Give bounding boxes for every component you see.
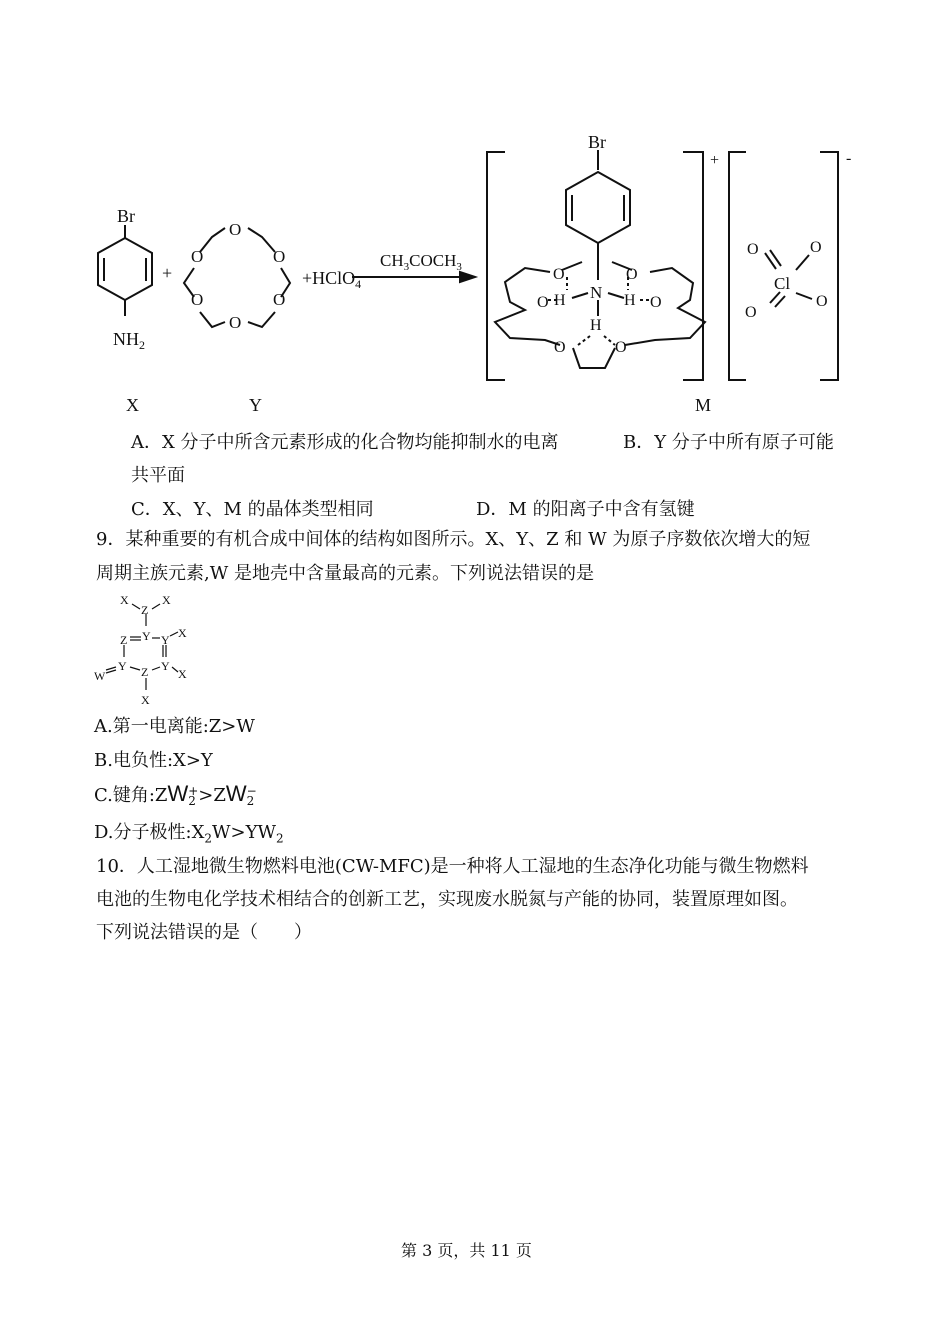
w-symbol: W bbox=[225, 781, 247, 806]
atom-y: Y bbox=[161, 633, 170, 647]
atom-x: X bbox=[178, 667, 187, 681]
perchloric-acid-label: +HClO$_4$ bbox=[302, 268, 362, 291]
atom-x: X bbox=[178, 626, 187, 640]
page-number: 第 3 页，共 11 页 bbox=[401, 1241, 532, 1260]
x-benzene-ring bbox=[98, 238, 152, 300]
q9-stem-line2: 周期主族元素,W 是地壳中含量最高的元素。下列说法错误的是 bbox=[96, 563, 594, 584]
q9-option-b: B.电负性:X>Y bbox=[94, 750, 213, 771]
atom-z: Z bbox=[120, 633, 128, 647]
crown-oxygen: O bbox=[191, 290, 204, 309]
atom-w: W bbox=[94, 669, 106, 683]
reaction-scheme bbox=[0, 120, 950, 420]
subscript-2: 2 bbox=[276, 831, 284, 846]
option-c-prefix: C.键角:Z bbox=[94, 785, 168, 806]
atom-y: Y bbox=[118, 659, 127, 673]
q10-line2: 电池的生物电化学技术相结合的创新工艺，实现废水脱氮与产能的协同，装置原理如图。 bbox=[96, 889, 798, 910]
subscript-2: 2 bbox=[246, 794, 255, 808]
q9-option-c bbox=[94, 783, 257, 807]
subscript-2: 2 bbox=[188, 794, 196, 808]
atom-z: Z bbox=[141, 665, 149, 679]
crown-oxygen: O bbox=[229, 220, 242, 239]
subscript-2: 2 bbox=[204, 831, 213, 846]
hydrogen-label: H bbox=[590, 317, 602, 334]
q9-option-d bbox=[94, 822, 284, 850]
perchlorate-oxygen: O bbox=[816, 293, 828, 310]
perchlorate-oxygen: O bbox=[747, 241, 759, 258]
option-d-mid: W>YW bbox=[212, 822, 276, 843]
hydrogen-label: H bbox=[554, 292, 566, 309]
crown-oxygen: O bbox=[615, 339, 627, 356]
option-c-mid: >Z bbox=[198, 785, 226, 806]
crown-oxygen: O bbox=[650, 294, 662, 311]
q10-line1: 10．人工湿地微生物燃料电池(CW-MFC)是一种将人工湿地的生态净化功能与微生物燃料 bbox=[96, 856, 809, 877]
q8-option-b: B．Y 分子中所有原子可能 bbox=[623, 432, 834, 453]
q8-option-a: A．X 分子中所含元素形成的化合物均能抑制水的电离 bbox=[131, 432, 559, 453]
q9-option-a: A.第一电离能:Z>W bbox=[94, 716, 255, 737]
crown-oxygen: O bbox=[554, 339, 566, 356]
atom-x: X bbox=[120, 593, 129, 607]
atom-x: X bbox=[162, 593, 171, 607]
label-y: Y bbox=[249, 395, 262, 415]
charge-minus: − bbox=[246, 784, 257, 798]
cation-charge: + bbox=[710, 152, 720, 169]
m-benzene-ring bbox=[566, 172, 630, 243]
crown-oxygen: O bbox=[273, 247, 286, 266]
crown-oxygen: O bbox=[229, 313, 242, 332]
chlorine-label: Cl bbox=[774, 274, 791, 293]
q8-option-d: D．M 的阳离子中含有氢键 bbox=[476, 499, 695, 520]
x-amine-label: $NH_2$ bbox=[113, 329, 145, 352]
crown-oxygen: O bbox=[626, 266, 638, 283]
x-bromine-label: Br bbox=[117, 206, 135, 226]
option-d-prefix: D.分子极性:X bbox=[94, 822, 205, 843]
perchlorate-oxygen: O bbox=[810, 239, 822, 256]
q8-option-b-cont: 共平面 bbox=[131, 465, 185, 486]
atom-x: X bbox=[141, 693, 150, 707]
m-bromine-label: Br bbox=[588, 132, 606, 152]
q8-option-c: C．X、Y、M 的晶体类型相同 bbox=[131, 499, 374, 520]
hydrogen-label: H bbox=[624, 292, 636, 309]
charge-plus: + bbox=[188, 784, 199, 798]
label-m: M bbox=[695, 395, 712, 415]
q9-stem-line1: 9．某种重要的有机合成中间体的结构如图所示。X、Y、Z 和 W 为原子序数依次增大的短 bbox=[96, 529, 811, 550]
crown-oxygen: O bbox=[553, 266, 565, 283]
crown-oxygen: O bbox=[191, 247, 204, 266]
plus-sign: + bbox=[162, 263, 173, 283]
w-symbol: W bbox=[167, 781, 189, 806]
anion-charge: - bbox=[846, 150, 852, 167]
atom-z: Z bbox=[141, 603, 149, 617]
q10-line3: 下列说法错误的是（ ） bbox=[96, 922, 312, 943]
perchlorate-oxygen: O bbox=[745, 304, 757, 321]
crown-oxygen: O bbox=[537, 294, 549, 311]
atom-y: Y bbox=[142, 629, 151, 643]
label-x: X bbox=[126, 395, 139, 415]
crown-oxygen: O bbox=[273, 290, 286, 309]
atom-y: Y bbox=[161, 659, 170, 673]
nitrogen-label: N bbox=[590, 283, 603, 302]
reagent-label: $CH_3COCH_3$ bbox=[380, 251, 462, 273]
q9-structure bbox=[90, 588, 200, 712]
